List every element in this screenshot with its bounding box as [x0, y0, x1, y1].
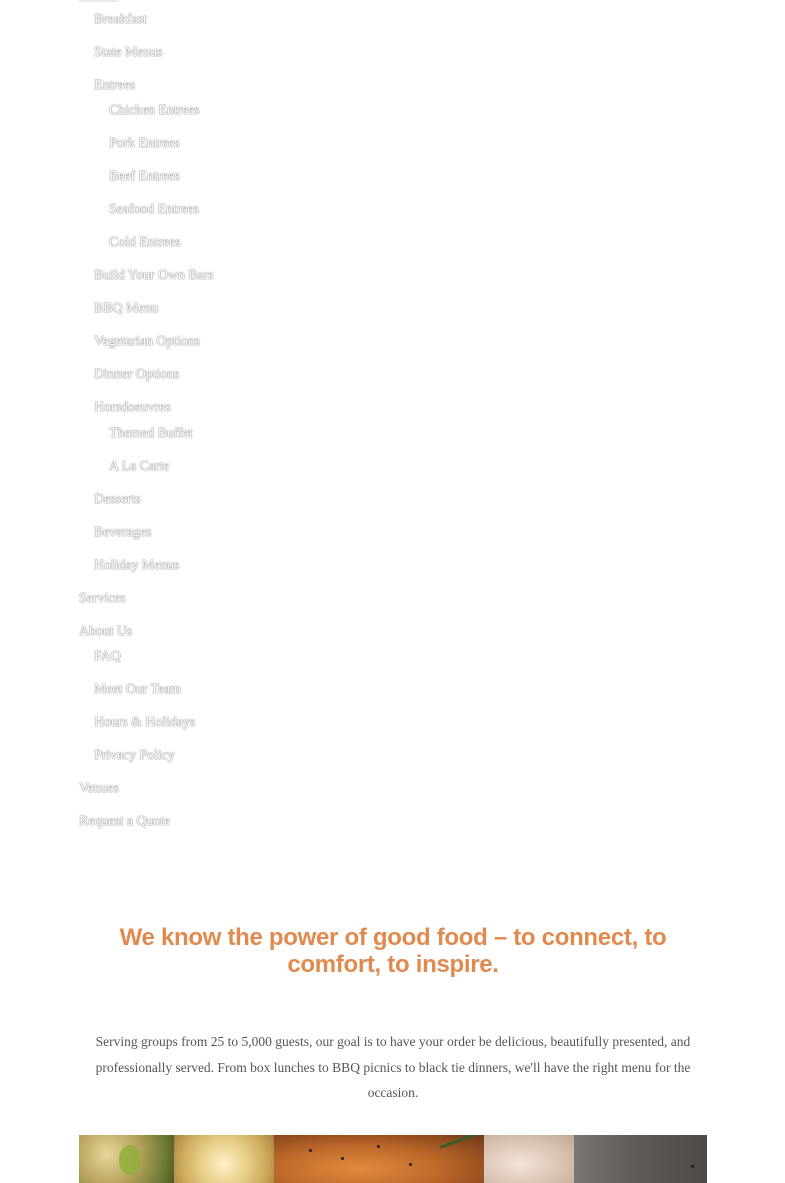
hero-headline: We know the power of good food – to connect, to comfort, to inspire.	[119, 924, 667, 978]
menu-item-a-la-carte[interactable]: A La Carte	[109, 459, 170, 474]
menu-item-themed-buffet[interactable]: Themed Buffet	[109, 426, 193, 441]
menu-item-beverages[interactable]: Beverages	[94, 525, 152, 540]
menu-item-holiday-menus[interactable]: Holiday Menus	[94, 558, 180, 573]
menu-item-about-us[interactable]: About Us	[79, 624, 133, 639]
menu-top-divider	[79, 0, 119, 2]
menu-item-dinner-options[interactable]: Dinner Options	[94, 367, 180, 382]
menu-item-state-menus[interactable]: State Menus	[94, 45, 163, 60]
menu-item-build-your-own-bars[interactable]: Build Your Own Bars	[94, 268, 214, 283]
food-photo-sprout	[119, 1145, 141, 1175]
food-photo-pepper	[341, 1157, 344, 1160]
hero-intro-text: Serving groups from 25 to 5,000 guests, our goal is to have your order be delicious, beautifully presented, and professionally served. From box lunches to BBQ picnics to black tie dinners, we'll have the right menu for the occasion.	[95, 1034, 691, 1100]
food-photo-pepper	[377, 1145, 380, 1148]
menu-item-desserts[interactable]: Desserts	[94, 492, 141, 507]
food-photo-pepper	[409, 1163, 412, 1166]
food-photo-meat-slice	[484, 1135, 574, 1183]
menu-item-chicken-entrees[interactable]: Chicken Entrees	[109, 103, 200, 118]
menu-item-venues[interactable]: Venues	[79, 781, 119, 796]
menu-item-hours-holidays[interactable]: Hours & Holidays	[94, 715, 196, 730]
food-photo-pepper	[691, 1165, 694, 1168]
food-photo-plate	[574, 1135, 707, 1183]
food-photo-potato	[174, 1135, 274, 1183]
menu-item-pork-entrees[interactable]: Pork Entrees	[109, 136, 180, 151]
menu-item-request-a-quote[interactable]: Request a Quote	[79, 814, 171, 829]
food-photo	[79, 1135, 707, 1183]
food-photo-pepper	[309, 1149, 312, 1152]
menu-item-entrees[interactable]: Entrees	[94, 78, 136, 93]
menu-item-faq[interactable]: FAQ	[94, 649, 121, 664]
menu-item-bbq-menu[interactable]: BBQ Menu	[94, 301, 159, 316]
menu-item-privacy-policy[interactable]: Privacy Policy	[94, 748, 175, 763]
menu-item-seafood-entrees[interactable]: Seafood Entrees	[109, 202, 199, 217]
menu-item-services[interactable]: Services	[79, 591, 126, 606]
menu-item-horsdoeuvres[interactable]: Horsdoeuvres	[94, 400, 171, 415]
menu-item-cold-entrees[interactable]: Cold Entrees	[109, 235, 181, 250]
menu-item-breakfast[interactable]: Breakfast	[94, 12, 147, 27]
menu-item-meet-our-team[interactable]: Meet Our Team	[94, 682, 181, 697]
menu-item-beef-entrees[interactable]: Beef Entrees	[109, 169, 180, 184]
menu-item-vegetarian-options[interactable]: Vegetarian Options	[94, 334, 200, 349]
